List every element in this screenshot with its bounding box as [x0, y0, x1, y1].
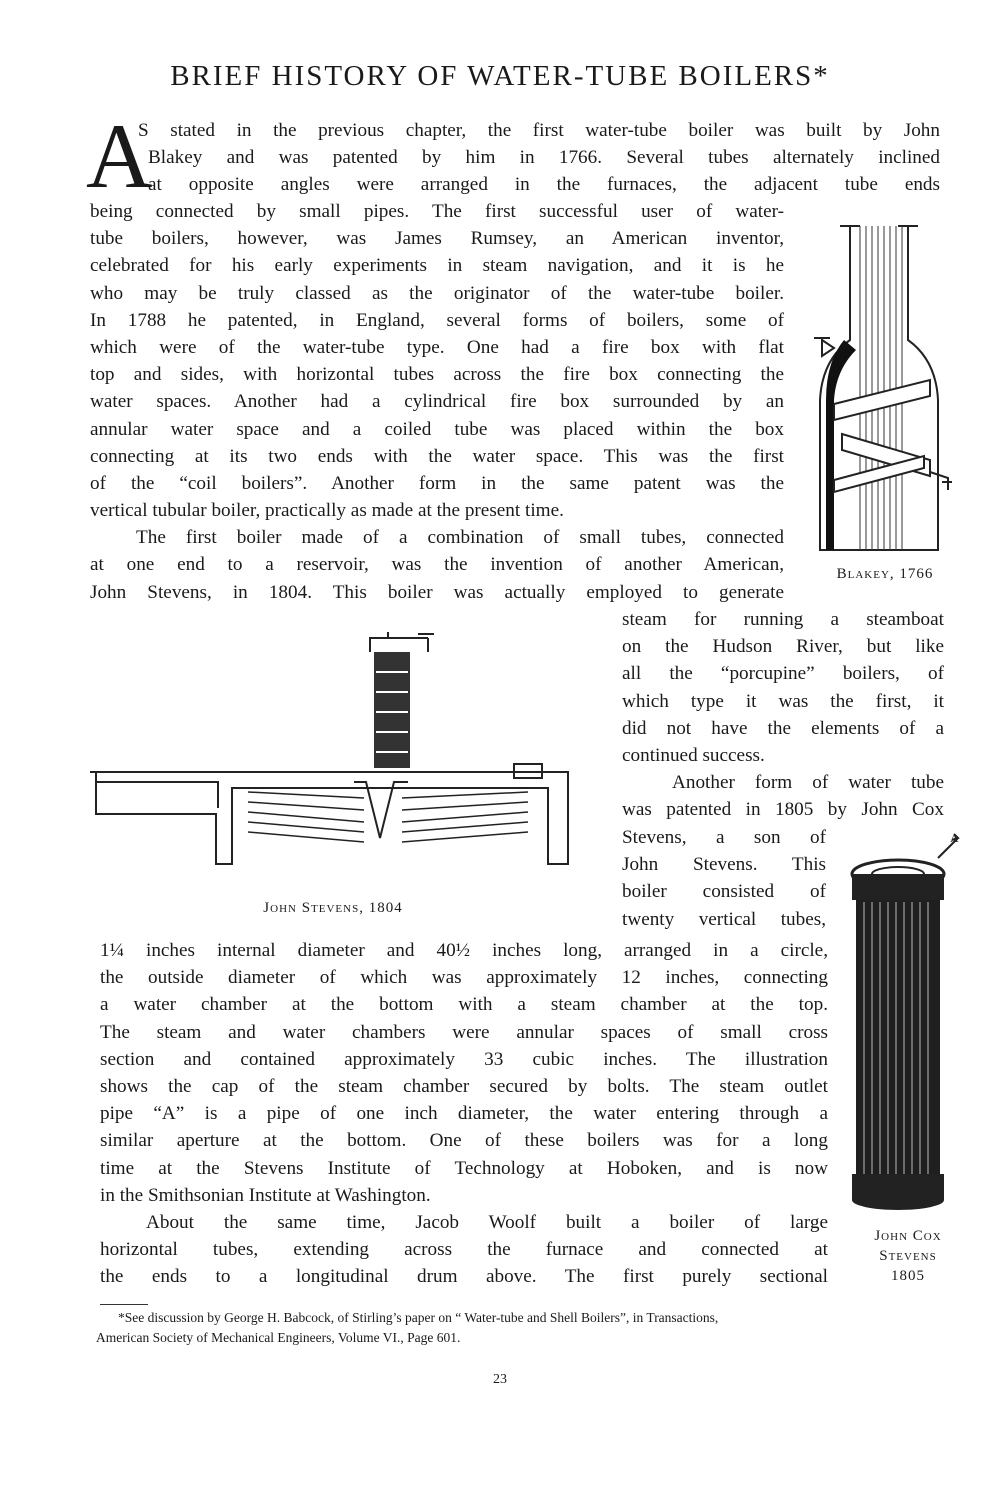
text-line: of the “coil boilers”. Another form in the same patent was the	[90, 472, 784, 494]
text-line: annular water space and a coiled tube was placed within the box	[90, 418, 784, 440]
text-line: at opposite angles were arranged in the furnaces, the adjacent tube ends	[148, 174, 940, 196]
paragraph-block-1	[90, 117, 940, 199]
text-line: section and contained approximately 33 cubic inches. The illustration	[100, 1048, 828, 1070]
text-line: boiler consisted of	[622, 881, 826, 903]
text-line: did not have the elements of a	[622, 717, 944, 739]
text-line: The first boiler made of a combination of small tubes, connected	[136, 527, 784, 549]
paragraph-block-4	[100, 937, 828, 1290]
text-line: in the Smithsonian Institute at Washington.	[100, 1184, 431, 1206]
text-line: top and sides, with horizontal tubes across the fire box connecting the	[90, 364, 784, 386]
cox-stevens-boiler-illustration	[840, 828, 970, 1218]
text-line: water spaces. Another had a cylindrical fire box surrounded by an	[90, 391, 784, 413]
text-line: which type it was the first, it	[622, 690, 944, 712]
footnote	[96, 1308, 956, 1348]
blakey-boiler-illustration	[812, 220, 958, 560]
text-line: at one end to a reservoir, was the invention of another American,	[90, 554, 784, 576]
text-line: who may be truly classed as the originator of the water-tube boiler.	[90, 282, 784, 304]
text-line: vertical tubular boiler, practically as made at the present time.	[90, 500, 564, 522]
text-line: Blakey and was patented by him in 1766. Several tubes alternately inclined	[148, 147, 940, 169]
text-line: being connected by small pipes. The first successful user of water-	[90, 201, 784, 222]
text-line: 1¼ inches internal diameter and 40½ inches long, arranged in a circle,	[100, 940, 828, 961]
text-line: on the Hudson River, but like	[622, 636, 944, 658]
cox-caption-line2: Stevens	[879, 1248, 937, 1264]
text-line: horizontal tubes, extending across the furnace and connected at	[100, 1239, 828, 1261]
text-line: Stevens, a son of	[622, 827, 826, 848]
blakey-caption: Blakey, 1766	[836, 566, 934, 582]
text-line: John Stevens. This	[622, 854, 826, 876]
text-line: similar aperture at the bottom. One of these boilers was for a long	[100, 1130, 828, 1152]
text-line: connecting at its two ends with the water space. This was the first	[90, 445, 784, 467]
text-line: twenty vertical tubes,	[622, 908, 826, 930]
paragraph-block-2	[622, 606, 944, 824]
text-line: time at the Stevens Institute of Technology at Hoboken, and is now	[100, 1157, 828, 1179]
text-line: the outside diameter of which was approximately 12 inches, connecting	[100, 967, 828, 989]
page-title: BRIEF HISTORY OF WATER-TUBE BOILERS*	[170, 60, 830, 92]
text-line: all the “porcupine” boilers, of	[622, 663, 944, 685]
footnote-rule	[100, 1304, 148, 1305]
paragraph-block-3	[622, 824, 826, 933]
text-line: The steam and water chambers were annular spaces of small cross	[100, 1021, 828, 1043]
text-line: John Stevens, in 1804. This boiler was actually employed to generate	[90, 581, 784, 603]
page-number: 23	[493, 1372, 507, 1387]
pipe-label: A	[950, 831, 959, 845]
text-line: continued success.	[622, 744, 765, 766]
text-line: In 1788 he patented, in England, several forms of boilers, some of	[90, 309, 784, 331]
text-line: About the same time, Jacob Woolf built a boiler of large	[146, 1211, 828, 1233]
text-line: was patented in 1805 by John Cox	[622, 799, 944, 821]
stevens-boiler-illustration	[88, 632, 574, 894]
text-line: Another form of water tube	[672, 772, 944, 794]
text-line: a water chamber at the bottom with a steam chamber at the top.	[100, 994, 828, 1016]
text-line: which were of the water-tube type. One had a fire box with flat	[90, 336, 784, 358]
cox-caption-line1: John Cox	[874, 1228, 942, 1244]
text-line: celebrated for his early experiments in steam navigation, and it is he	[90, 255, 784, 277]
text-line: tube boilers, however, was James Rumsey, an American inventor,	[90, 228, 784, 250]
footnote-line: American Society of Mechanical Engineers, Volume VI., Page 601.	[96, 1330, 461, 1345]
text-line: steam for running a steamboat	[622, 609, 944, 630]
text-line: S stated in the previous chapter, the first water-tube boiler was built by John	[138, 120, 940, 141]
text-line: shows the cap of the steam chamber secured by bolts. The steam outlet	[100, 1075, 828, 1097]
text-line: the ends to a longitudinal drum above. The first purely sectional	[100, 1266, 828, 1288]
cox-caption-line3: 1805	[891, 1268, 925, 1284]
text-line: pipe “A” is a pipe of one inch diameter, the water entering through a	[100, 1103, 828, 1125]
drop-cap: A	[86, 105, 153, 207]
paragraph-block-1b	[90, 198, 784, 606]
footnote-line: *See discussion by George H. Babcock, of Stirling’s paper on “ Water-tube and Shell Boilers”, in Transactions,	[118, 1310, 719, 1325]
stevens-caption: John Stevens, 1804	[263, 900, 403, 916]
